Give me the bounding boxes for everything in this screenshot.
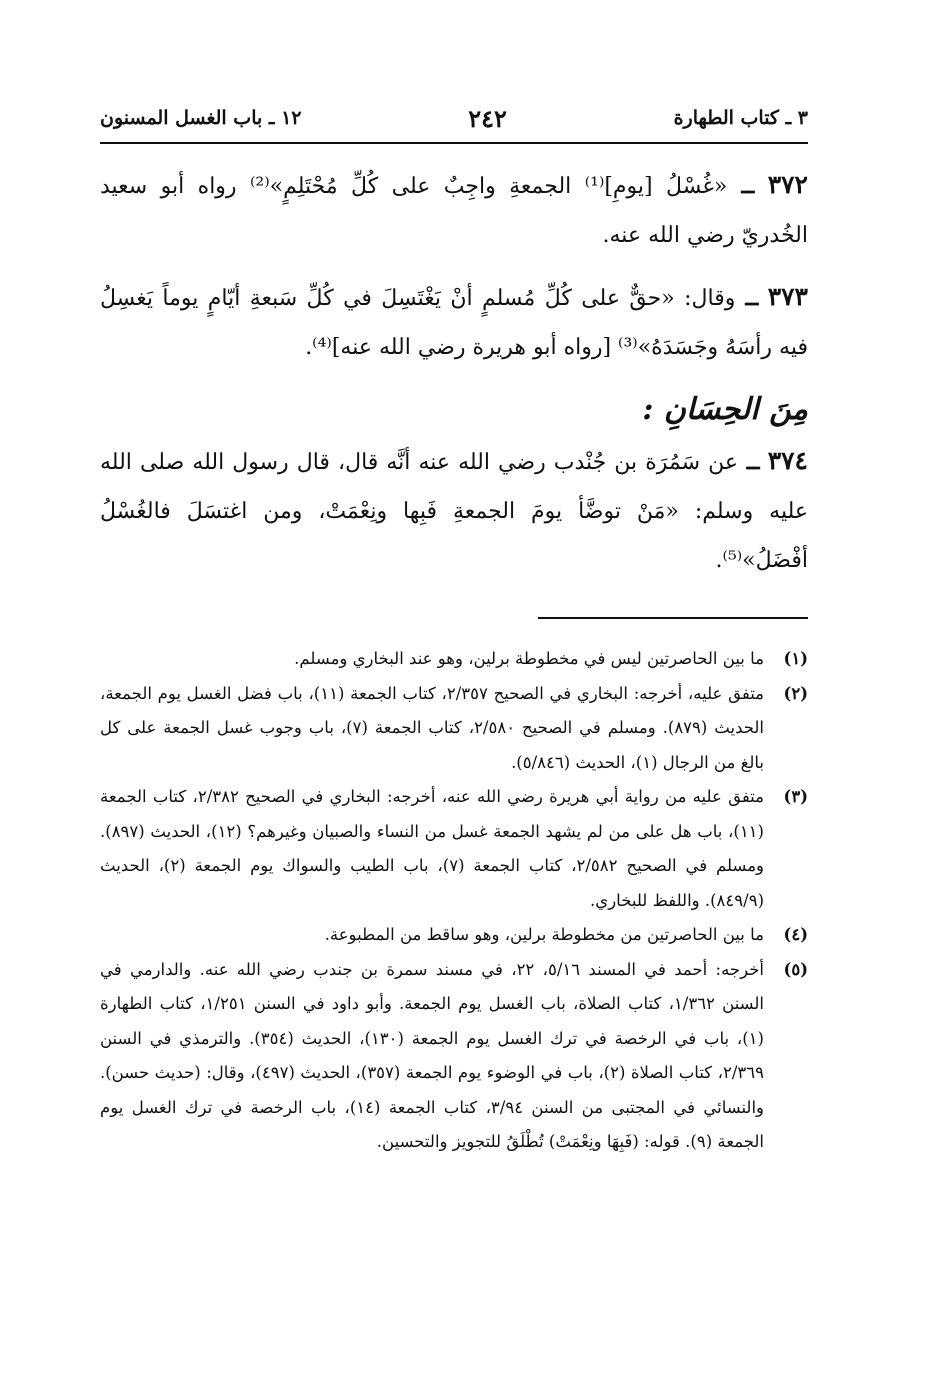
book-page [100, 0, 808, 1390]
hadith-number: ٣٧٤ [767, 446, 808, 475]
footnote-text: متفق عليه من رواية أبي هريرة رضي الله عنه، أخرجه: البخاري في الصحيح ٢/٣٨٢، كتاب الجمعة (١١)، باب هل على من لم يشهد الجمعة غسل من النساء والصبيان وغيرهم؟ (١٢)، الحديث (٨٩٧). ومسلم في الصحيح ٢/٥٨٢، كتاب الجمعة (٧)، باب الطيب والسواك يوم الجمعة (٢)، الحديث (٨٤٩/٩). واللفظ للبخاري. [100, 787, 765, 910]
footnote-divider [538, 617, 808, 619]
footnotes [100, 642, 808, 1160]
footnote [100, 677, 808, 781]
footnote-text: أخرجه: أحمد في المسند ٥/١٦، ٢٢، في مسند سمرة بن جندب رضي الله عنه. والدارمي في السنن ١/٣٦٢، كتاب الصلاة، باب الغسل يوم الجمعة. وأبو داود في السنن ١/٢٥١، كتاب الطهارة (١)، باب في الرخصة في ترك الغسل يوم الجمعة (١٣٠)، الحديث (٣٥٤). والترمذي في السنن ٢/٣٦٩، كتاب الصلاة (٢)، باب في الوضوء يوم الجمعة (٣٥٧)، الحديث (٤٩٧)، وقال: (حديث حسن). والنسائي في المجتبى من السنن ٣/٩٤، كتاب الجمعة (١٤)، باب الرخصة في ترك الغسل يوم الجمعة (٩). قوله: (فَبِهَا ونِعْمَتْ) تُطْلَقُ للتجويز والتحسين. [100, 959, 765, 1151]
section-heading: مِنَ الحِسَانِ : [642, 392, 808, 427]
header-divider [100, 142, 808, 144]
hadith-text: «غُسْلُ [يومِ]⁽¹⁾ الجمعةِ واجِبٌ على كُلِّ مُحْتَلِمٍ»⁽²⁾ رواه أبو سعيد الخُدريّ رضي الله عنه. [100, 174, 808, 248]
hadith-paragraph [100, 272, 808, 372]
main-text [100, 160, 808, 597]
footnote-number: (٣) [783, 787, 808, 806]
number-dash: ــ [735, 285, 759, 311]
footnote-text: ما بين الحاصرتين من مخطوطة برلين، وهو ساقط من المطبوعة. [324, 925, 764, 944]
hadith-number: ٣٧٣ [767, 282, 808, 311]
number-dash: ــ [738, 449, 760, 475]
page-number: ٢٤٢ [468, 103, 507, 133]
footnote [100, 918, 808, 953]
hadith-text: وقال: «حقٌّ على كُلِّ مُسلمٍ أنْ يَغْتَسِلَ في كُلِّ سَبعةِ أيّامٍ يوماً يَغسِلُ فيه رأسَهُ وجَسَدَهُ»⁽³⁾ [رواه أبو هريرة رضي الله عنه]⁽⁴⁾. [100, 286, 808, 360]
footnote [100, 780, 808, 918]
footnote-number: (٤) [783, 925, 808, 944]
footnote-text: ما بين الحاصرتين ليس في مخطوطة برلين، وهو عند البخاري ومسلم. [294, 649, 764, 668]
chapter-title: ٣ ـ كتاب الطهارة [673, 107, 808, 129]
hadith-paragraph [100, 436, 808, 585]
footnote [100, 953, 808, 1160]
footnote-number: (١) [783, 649, 808, 668]
number-dash: ــ [727, 173, 755, 199]
footnote-number: (٢) [783, 683, 808, 703]
section-title: ١٢ ـ باب الغسل المسنون [100, 107, 302, 129]
hadith-text: عن سَمُرَة بن جُنْدب رضي الله عنه أنَّه قال، قال رسول الله صلى الله عليه وسلم: «مَنْ توضَّأ يومَ الجمعةِ فَبِها ونِعْمَتْ، ومن اغتسَلَ فالغُسْلُ أفْضَلُ»⁽⁵⁾. [100, 450, 808, 573]
footnote-text: متفق عليه، أخرجه: البخاري في الصحيح ٢/٣٥٧، كتاب الجمعة (١١)، باب فضل الغسل يوم الجمعة، الحديث (٨٧٩). ومسلم في الصحيح ٢/٥٨٠، كتاب الجمعة (٧)، باب وجوب غسل الجمعة على كل بالغ من الرجال (١)، الحديث (٥/٨٤٦). [100, 683, 765, 772]
footnote-number: (٥) [783, 959, 808, 979]
footnote [100, 642, 808, 677]
running-header [100, 96, 808, 140]
hadith-number: ٣٧٢ [767, 170, 808, 199]
hadith-paragraph [100, 160, 808, 260]
